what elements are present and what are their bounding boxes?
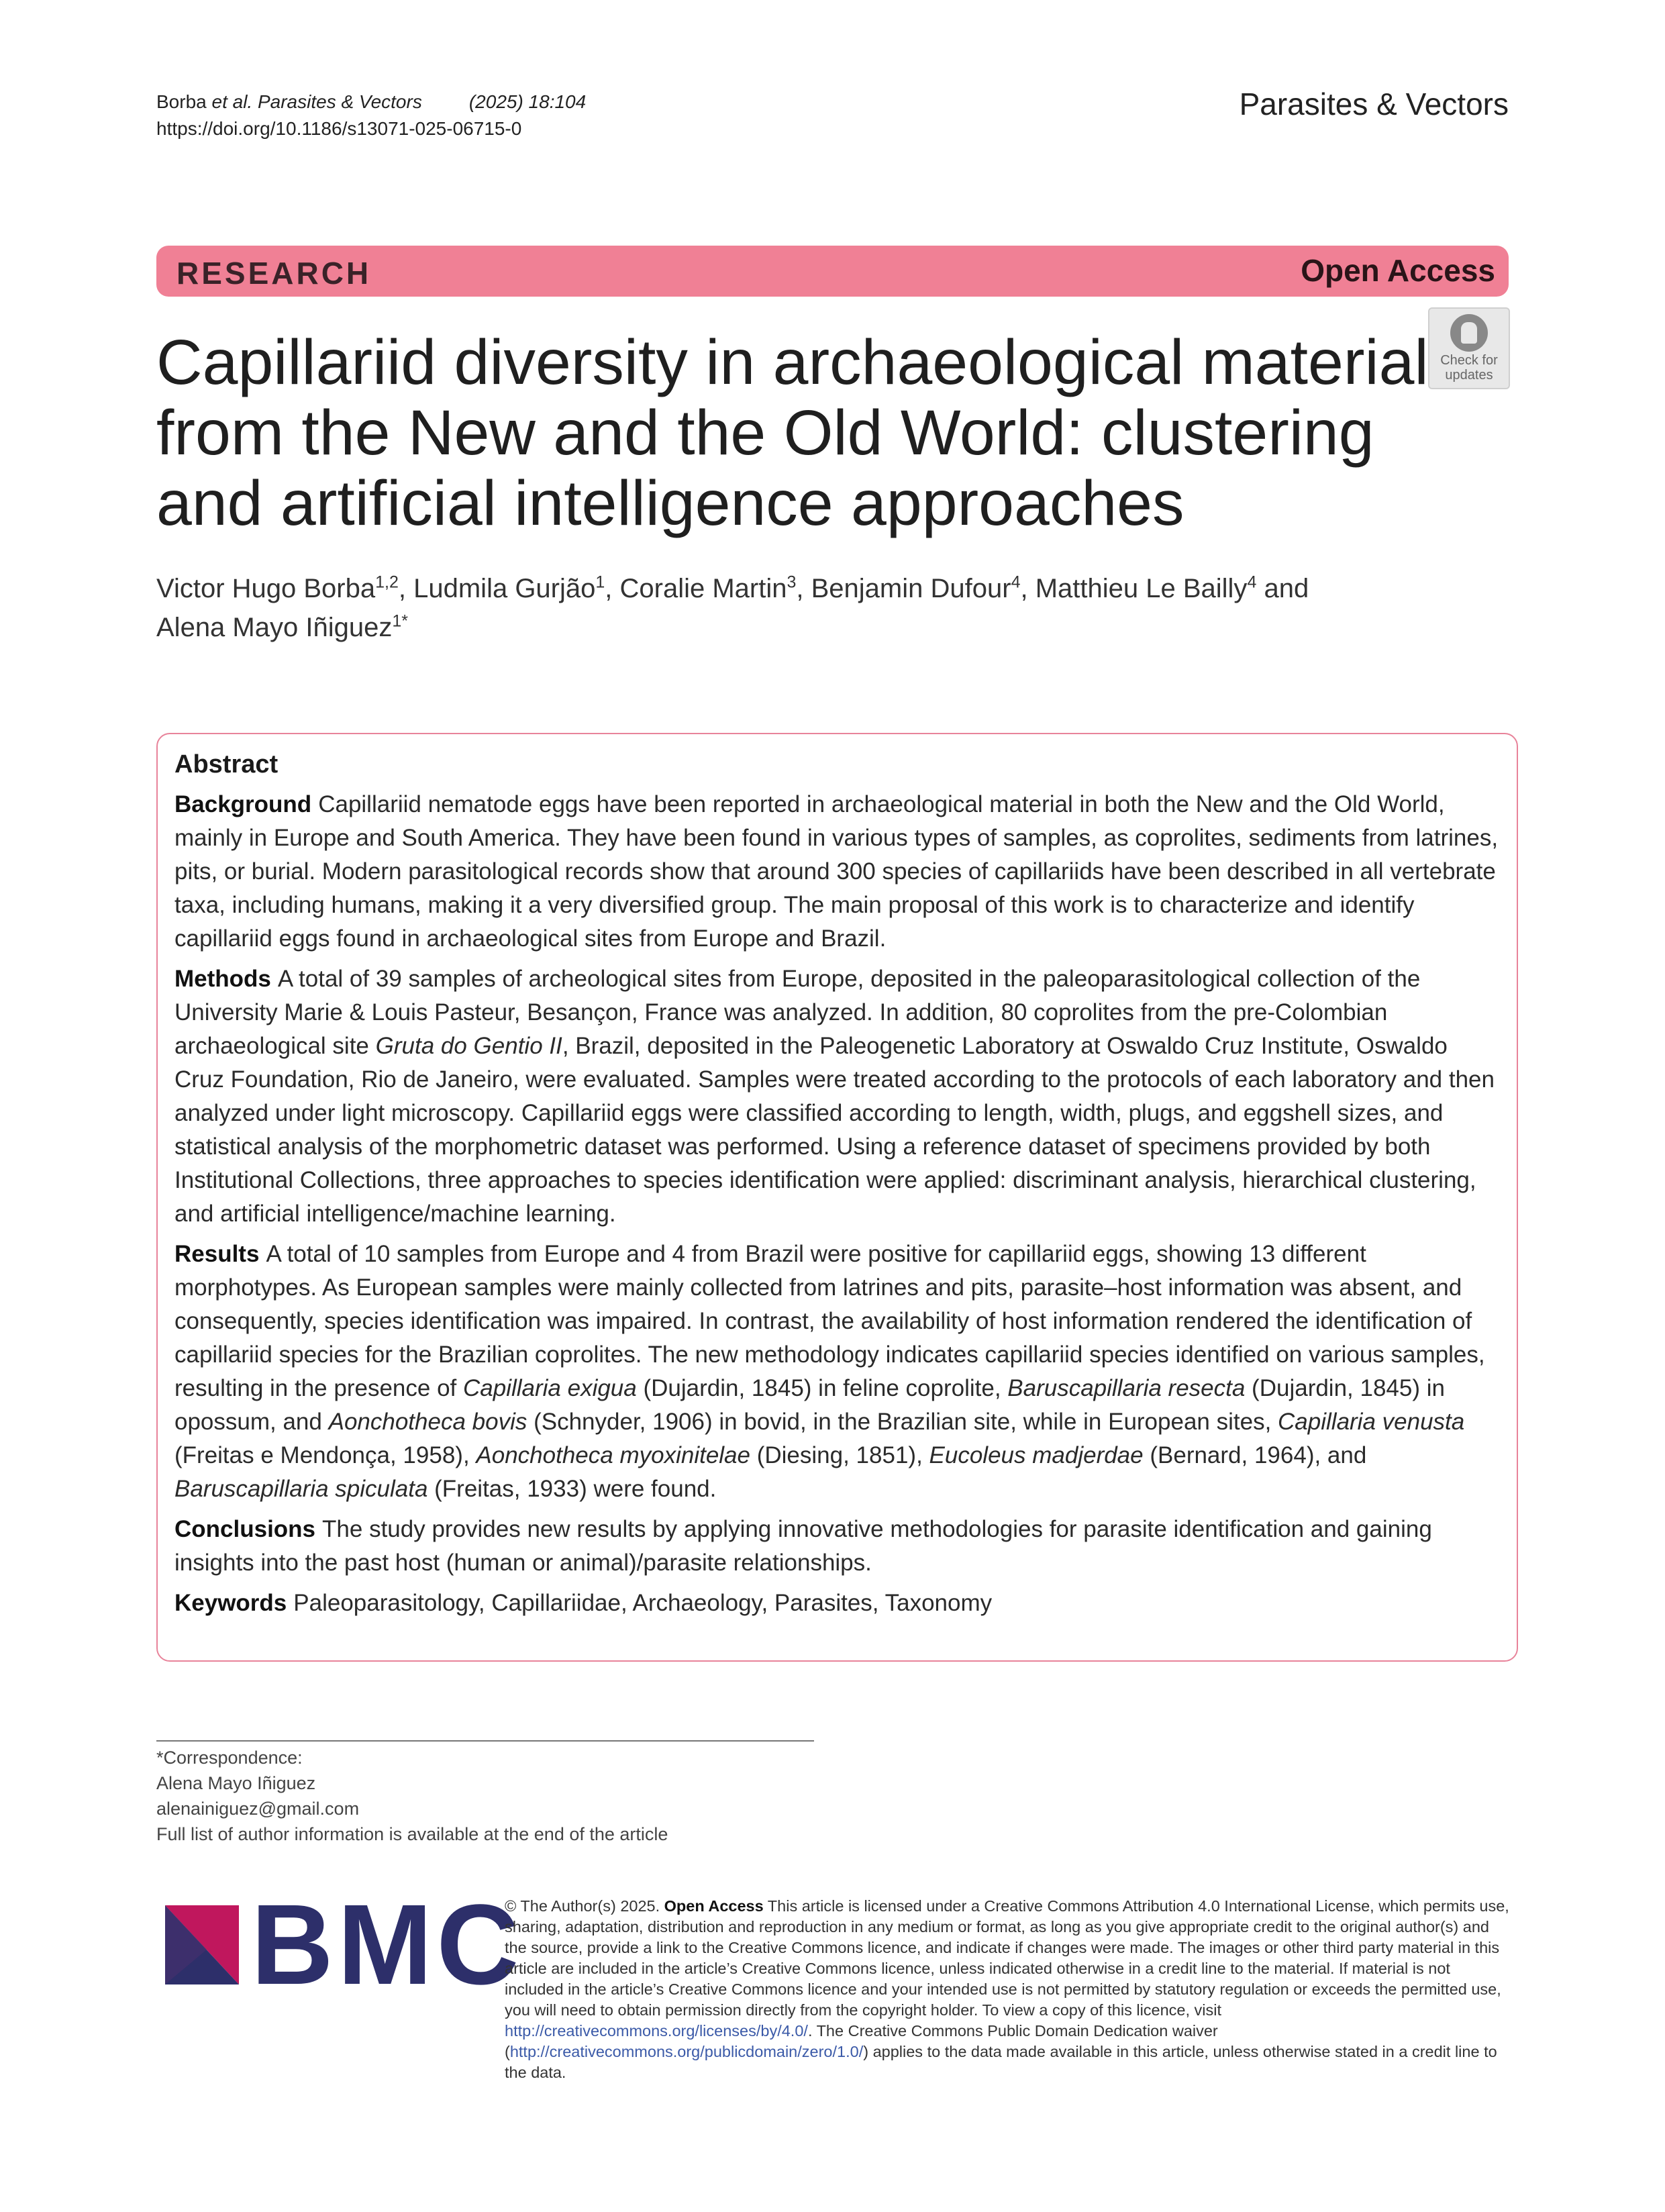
methods-label: Methods [174,966,271,992]
check-updates-line1: Check for [1440,353,1498,368]
author-affiliation: 1* [392,611,408,631]
species-name: Eucoleus madjerdae [929,1442,1144,1468]
background-label: Background [174,791,312,817]
abstract-results [174,1238,1500,1506]
results-text: (Dujardin, 1845) in opossum, and [174,1375,1445,1435]
author-name: Matthieu Le Bailly [1035,574,1248,603]
abstract-conclusions [174,1513,1500,1580]
abstract-keywords [174,1587,1500,1620]
species-name: Capillaria exigua [462,1375,637,1401]
author-affiliation: 4 [1247,572,1257,592]
bmc-logo [165,1881,523,2009]
species-name: Aonchotheca bovis [328,1409,527,1435]
background-text: Capillariid nematode eggs have been reported in archaeological material in both the New and the Old World, mainly in Europe and South America. They have been found in various types of samples, as coprolites, sediments from latrines, pits, or burial. Modern parasitological records show that around 300 species of capillariids have been described in all vertebrate taxa, including humans, making it a very diversified group. The main proposal of this work is to characterize and identify capillariid eggs found in archaeological sites from Europe and Brazil. [174,791,1499,952]
author-name: Benjamin Dufour [811,574,1011,603]
citation-etal: et al. [211,91,253,112]
bmc-logo-mark [165,1905,239,1984]
author-affiliation: 4 [1011,572,1021,592]
citation-author: Borba [156,91,207,112]
site-name: Gruta do Gentio II [375,1033,562,1059]
author-name: Victor Hugo Borba [156,574,376,603]
article-type-label: RESEARCH [176,256,372,291]
author-separator: , [796,574,811,603]
abstract-background [174,788,1500,956]
license-statement [505,1896,1511,2083]
results-text: (Dujardin, 1845) in feline coprolite, [636,1375,1008,1401]
license-text: . The Creative Commons Public Domain Dedication waiver ( [505,2022,1218,2060]
open-access-label: Open Access [1301,253,1495,288]
correspondence-footnote [156,1745,668,1847]
species-name: Baruscapillaria spiculata [174,1476,428,1502]
abstract-heading: Abstract [174,750,279,778]
results-text: (Bernard, 1964), and [1143,1442,1367,1468]
methods-text: A total of 39 samples of archeological sites from Europe, deposited in the paleoparasitological collection of the University Marie & Louis Pasteur, Besançon, France was analyzed. In addition, 80 coprolites from the pre-Colombian archaeological site [174,966,1421,1059]
results-text: (Freitas e Mendonça, 1958), [174,1442,476,1468]
article-type-bar [156,246,1509,297]
keywords-text: Paleoparasitology, Capillariidae, Archaeology, Parasites, Taxonomy [293,1590,993,1616]
species-name: Baruscapillaria resecta [1007,1375,1246,1401]
abstract-methods [174,962,1500,1231]
license-text: ) applies to the data made available in this article, unless otherwise stated in a credit line to the data. [505,2043,1497,2081]
species-name: Aonchotheca myoxinitelae [476,1442,750,1468]
conclusions-text: The study provides new results by applying innovative methodologies for parasite identification and gaining insights into the past host (human or animal)/parasite relationships. [174,1516,1432,1576]
results-text: (Freitas, 1933) were found. [427,1476,717,1502]
doi-link[interactable]: https://doi.org/10.1186/s13071-025-06715-0 [156,118,522,139]
correspondence-email[interactable]: alenainiguez@gmail.com [156,1799,360,1819]
methods-text: , Brazil, deposited in the Paleogenetic Laboratory at Oswaldo Cruz Institute, Oswaldo Cruz Foundation, Rio de Janeiro, were evaluated. Samples were treated according to the protocols of each laboratory and then analyzed under light microscopy. Capillariid eggs were classified according to length, width, plugs, and eggshell sizes, and statistical analysis of the morphometric dataset was performed. Using a reference dataset of specimens provided by both Institutional Collections, three approaches to species identification were applied: discriminant analysis, hierarchical clustering, and artificial intelligence/machine learning. [174,1033,1495,1227]
footnote-divider [156,1740,814,1742]
abstract-box [156,733,1518,1662]
correspondence-label: *Correspondence: [156,1748,303,1768]
article-title: Capillariid diversity in archaeological material from the New and the Old World: clustering and artificial intelligence approaches [156,327,1429,539]
citation-year-volume: (2025) 18:104 [468,91,587,112]
author-affiliation: 1 [595,572,605,592]
author-list [156,569,1492,647]
bmc-logo-text: BMC [251,1881,523,2009]
author-affiliation: 3 [787,572,797,592]
license-link[interactable]: http://creativecommons.org/licenses/by/4.0/ [505,2022,808,2040]
article-citation [156,89,586,142]
author-separator: , [605,574,620,603]
license-open-access: Open Access [664,1897,764,1915]
public-domain-link[interactable]: http://creativecommons.org/publicdomain/zero/1.0/ [509,2043,864,2060]
author-separator: , [398,574,414,603]
results-text: (Schnyder, 1906) in bovid, in the Brazilian site, while in European sites, [527,1409,1278,1435]
results-text: A total of 10 samples from Europe and 4 from Brazil were positive for capillariid eggs, showing 13 different morphotypes. As European samples were mainly collected from latrines and pits, parasite–host information was absent, and consequently, species identification was impaired. In contrast, the availability of host information rendered the identification of capillariid species for the Brazilian coprolites. The new methodology indicates capillariid species identified on various samples, resulting in the presence of [174,1241,1485,1401]
citation-line [156,89,586,115]
check-updates-line2: updates [1445,368,1493,383]
species-name: Capillaria venusta [1278,1409,1465,1435]
copyright-text: © The Author(s) 2025. [505,1897,660,1915]
author-name: Alena Mayo Iñiguez [156,613,393,642]
author-affiliation: 1,2 [375,572,399,592]
results-text: (Diesing, 1851), [750,1442,929,1468]
author-separator: , [1020,574,1036,603]
author-separator: and [1256,574,1309,603]
keywords-label: Keywords [174,1590,287,1616]
author-name: Ludmila Gurjão [413,574,596,603]
journal-name: Parasites & Vectors [1239,87,1509,121]
results-label: Results [174,1241,260,1267]
conclusions-label: Conclusions [174,1516,316,1542]
correspondence-name: Alena Mayo Iñiguez [156,1773,316,1793]
author-name: Coralie Martin [619,574,787,603]
license-text: This article is licensed under a Creative Commons Attribution 4.0 International License, which permits use, sharing, adaptation, distribution and reproduction in any medium or format, as long as you give appropriate credit to the original author(s) and the source, provide a link to the Creative Commons licence, and indicate if changes were made. The images or other third party material in this article are included in the article’s Creative Commons licence, unless indicated otherwise in a credit line to the material. If material is not included in the article’s Creative Commons licence and your intended use is not permitted by statutory regulation or exceeds the permitted use, you will need to obtain permission directly from the copyright holder. To view a copy of this licence, visit [505,1897,1509,2019]
author-info-note: Full list of author information is available at the end of the article [156,1824,668,1844]
citation-journal: Parasites & Vectors [257,91,422,112]
